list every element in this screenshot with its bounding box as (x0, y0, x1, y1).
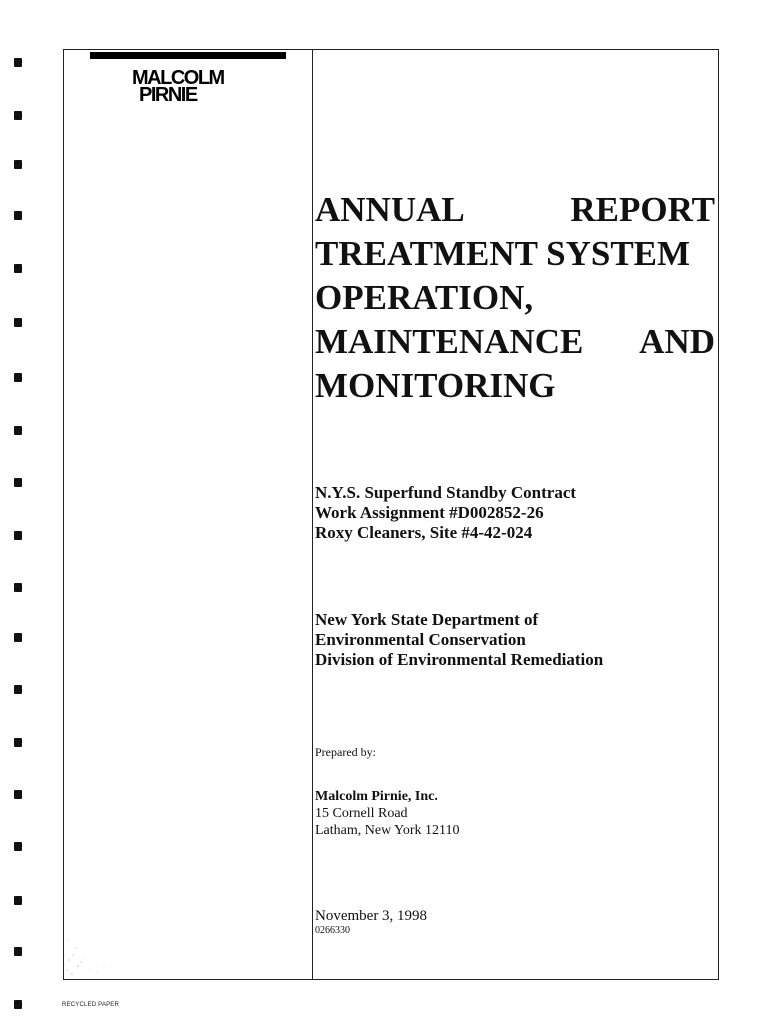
title-line-3: OPERATION, (315, 278, 534, 317)
firm-street: 15 Cornell Road (315, 806, 408, 821)
contract-line: N.Y.S. Superfund Standby Contract (315, 483, 577, 502)
title-word: ANNUAL (315, 190, 465, 229)
report-title (315, 188, 715, 408)
binder-hole (14, 531, 22, 540)
binder-hole (14, 318, 22, 327)
report-date-block (315, 908, 715, 937)
binder-hole (14, 896, 22, 905)
binder-hole (14, 478, 22, 487)
binder-hole (14, 264, 22, 273)
title-word: REPORT (570, 190, 715, 229)
logo-line-2: PIRNIE (139, 84, 197, 106)
logo-line-1: MALCOLM (132, 67, 224, 89)
agency-line-2: Environmental Conservation (315, 630, 526, 649)
agency-line-3: Division of Environmental Remediation (315, 650, 604, 669)
frame-top-bar (90, 52, 286, 59)
binder-holes (0, 0, 30, 1024)
site-line: Roxy Cleaners, Site #4-42-024 (315, 523, 533, 542)
binder-hole (14, 58, 22, 67)
binder-hole (14, 738, 22, 747)
firm-address (315, 788, 715, 839)
title-line-1 (315, 188, 715, 232)
agency-line-1: New York State Department of (315, 610, 539, 629)
binder-hole (14, 211, 22, 220)
work-assignment-line: Work Assignment #D002852-26 (315, 503, 544, 522)
document-code: 0266330 (315, 925, 350, 936)
binder-hole (14, 426, 22, 435)
contract-info (315, 483, 715, 543)
binder-hole (14, 111, 22, 120)
firm-name: Malcolm Pirnie, Inc. (315, 789, 438, 804)
company-logo (132, 67, 252, 106)
scan-speckle (64, 900, 134, 978)
prepared-by-label: Prepared by: (315, 745, 376, 759)
column-divider (312, 49, 313, 980)
title-line-4 (315, 320, 715, 364)
title-line-5: MONITORING (315, 366, 556, 405)
binder-hole (14, 373, 22, 382)
agency-info (315, 610, 715, 670)
binder-hole (14, 790, 22, 799)
binder-hole (14, 633, 22, 642)
binder-hole (14, 1000, 22, 1009)
title-line-2: TREATMENT SYSTEM (315, 234, 691, 273)
binder-hole (14, 947, 22, 956)
title-word: MAINTENANCE (315, 322, 584, 361)
binder-hole (14, 842, 22, 851)
report-date: November 3, 1998 (315, 908, 428, 924)
firm-city: Latham, New York 12110 (315, 823, 460, 838)
binder-hole (14, 583, 22, 592)
recycled-paper-note: RECYCLED PAPER (62, 1002, 120, 1008)
binder-hole (14, 160, 22, 169)
title-word: AND (639, 322, 715, 361)
binder-hole (14, 685, 22, 694)
